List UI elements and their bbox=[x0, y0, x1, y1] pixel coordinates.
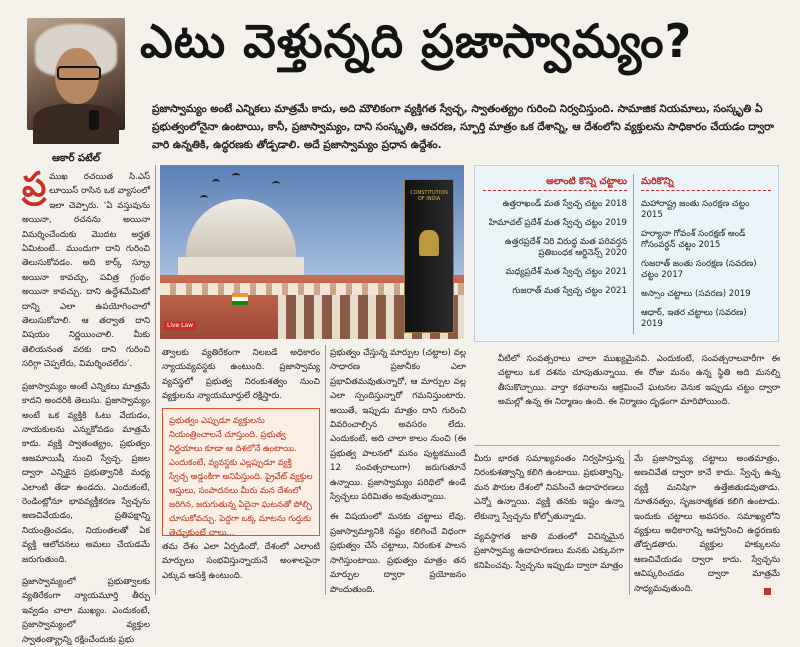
paragraph: మే ప్రజాస్వామ్య చట్టాలు అంతమాత్రం, అణచివేత ద్వారా కానే కాదు. స్వేచ్ఛ ఉన్న వ్యక్తి మనిషిగా ఉత్తేజితుడవుతాడు. నూతనత్వం, సృజనాత్మకత కలిగి ఉంటాడు. ఇందుకు చట్టాలు అవసరం. సమాఖ్యలోని వ్యక్తులు అధికారాన్ని ఆహ్వానించి ఉద్ధరణకు తోడ్పడతారు. వ్యక్తుల హక్కులను ఆణచివేయడం ద్వారా కాదు. స్వేచ్ఛను ఆవిష్కరించడం ద్వారా మాత్రమే సాధ్యమవుతుంది. bbox=[634, 454, 780, 594]
law-item: మధ్యప్రదేశ్ మత స్వేచ్ఛ చట్టం 2021 bbox=[505, 267, 627, 277]
section-divider bbox=[474, 445, 780, 446]
sidebar-summary: వీటిలో సంవత్సరాలు చాలా ముఖ్యమైనవి. ఎందుకంటే, సంవత్సరాలవారీగా ఈ చట్టాలు ఒక దశను చూపుతున్నాయి. ఈ రోజు మనం ఉన్న స్థితి అది మనల్ని తీసుకొచ్చాయి. వార్తా కథనాలను ఆక్రమించే ఘటనల వెనుక ఇప్పుడు చట్టం ద్వారా అమల్లో ఉన్న ఈ నిర్మాణం ఉంది. ఈ నిర్మాణం దృఢంగా మారిపోయింది. bbox=[498, 354, 780, 408]
book-title: CONSTITUTION OF INDIA bbox=[410, 190, 448, 202]
column-2-top bbox=[162, 346, 320, 404]
sidebar-left-header: అలాంటి కొన్ని చట్టాలు bbox=[483, 176, 627, 191]
sidebar-right-column bbox=[641, 176, 771, 338]
emblem-icon bbox=[419, 230, 439, 256]
paragraph: ఈ విషయంలో మనకు చట్టాలు లేవు. ప్రజాస్వామ్యానికి నష్టం కలిగించే విధంగా ప్రభుత్వం చేసే చట్టాలు, నిరంకుశ పాలన సాగిస్తుంటాయి. ప్రభుత్వం మాత్రం తన మార్పుల ద్వారా ప్రయోజనం పొందుతుంది. bbox=[330, 512, 466, 595]
headline: ఎటు వెళ్తున్నది ప్రజాస్వామ్యం? bbox=[140, 14, 693, 68]
law-item: గుజరాత్ జంతు సంరక్షణ (సవరణ) చట్టం 2017 bbox=[641, 259, 757, 280]
paragraph: వ్యవస్థాగత జాతి మతంలో విచిన్నమైన ప్రజాస్వామ్య ఉదాహరణలు మనకు ఎక్కువగా కనిపించవు. స్వేచ్ఛను ఇప్పుడు ద్వారా మాత్రం bbox=[474, 532, 624, 571]
law-item: మహారాష్ట్ర జంతు సంరక్షణ చట్టం 2015 bbox=[641, 199, 750, 220]
paragraph: త్వాలకు వ్యతిరేకంగా నిలబడే అధికారం న్యాయవ్యవస్థకు ఉంటుంది. ప్రజాస్వామ్య వ్యవస్థలో ప్రభుత్వ నిరంకుశత్వం నుంచి వ్యక్తులను న్యాయమూర్తులే రక్షిస్తారు. bbox=[162, 348, 320, 402]
sidebar-left-column bbox=[483, 176, 627, 305]
paragraph: ప్రజాస్వామ్యంలో ప్రభుత్వాలకు వ్యతిరేకంగా న్యాయమూర్తి తీర్పు ఇవ్వడం చాలా ముఖ్యం. ఎందుకంటే, ప్రజాస్వామ్యంలో వ్యక్తుల స్వాతంత్య్రాన్ని రక్షించేందుకు ప్రభు bbox=[22, 576, 150, 645]
dropcap: ప్ర bbox=[22, 165, 47, 205]
law-item: ఉత్తరాఖండ్ మత స్వేచ్ఛ చట్టం 2018 bbox=[502, 199, 627, 209]
column-1 bbox=[22, 165, 150, 645]
law-item: గుజరాత్ మత స్వేచ్ఛ చట్టం 2021 bbox=[512, 286, 627, 296]
laws-sidebar bbox=[474, 165, 779, 342]
lead-paragraph: ప్రజాస్వామ్యం అంటే ఎన్నికలు మాత్రమే కాదు, అది మౌలికంగా వ్యక్తిగత స్వేచ్ఛ, స్వాతంత్య్రం గురించి నిర్వచిస్తుంది. సామాజిక నియమాలు, సంస్కృతి ఏ ప్రభుత్వంలోనైనా ఉంటాయి, కానీ, ప్రజాస్వామ్యం, దాని సంస్కృతి, ఆచరణ, స్ఫూర్తి మాత్రం ఒక దేశాన్ని, ఆ దేశంలోని వ్యక్తులను సాధికారం చేయడం ద్వారా వారి ఉన్నతికి, ఉద్ధరణకు తోడ్పడాలి. అదే ప్రజాస్వామ్యం ప్రధాన ఉద్దేశం. bbox=[152, 103, 774, 151]
law-item: అస్సాం చట్టాలు (సవరణ) 2019 bbox=[641, 289, 751, 299]
sidebar-right-header: మరికొన్ని bbox=[641, 176, 771, 191]
law-item: హిమాచల్ ప్రదేశ్ మత స్వేచ్ఛ చట్టం 2019 bbox=[488, 218, 627, 228]
paragraph: ప్రజాస్వామ్యం అంటే ఎన్నికలు మాత్రమే కాదని అందరికి తెలుసు. ప్రజాస్వామ్యం అంటే ఒక వ్యక్తికి ఓటు వేయడం, నాయకులను ఎన్నుకోవడం మాత్రమే కాదు. వ్యక్తి స్వాతంత్య్రం, ప్రభుత్వం ఆజమాయిషీ నుంచి స్వేచ్ఛ. ప్రజల ద్వారా ఎన్నికైన ప్రభుత్వానికి మధ్య ఎలాంటి తేడా ఉండదు. ఎందుకంటే, రెండింట్లోనూ భావవ్యక్తీకరణ స్వేచ్ఛను అణచివేయడం, ప్రతిపక్షాన్ని నియంత్రించడం, నియంతలతో ఏక వ్యక్తి ఆలోచనలు అమలు చేయడమే జరుగుతుంది. bbox=[22, 381, 150, 565]
paragraph: ప్రభుత్వం చేస్తున్న మార్పుల (చట్టాల) వల్ల సాధారణ ప్రజానీకం ఎలా ప్రభావితమవుతున్నారో, ఆ మార్పుల వల్ల ఎలా స్పందిస్తున్నారో గమనిస్తుంటారు. అయితే, ఇప్పుడు మాత్రం దాని గురించి వివరించాల్సిన అవసరం లేదు. ఎందుకంటే, అది చాలా కాలం నుంచి (ఈ ప్రభుత్వ పాలనలో మనం పుట్టకముందే 12 సంవత్సరాలుగా) జరుగుతూనే ఉన్నాయి. ప్రజాస్వామ్యం పరిధిలో ఉండే స్వేచ్ఛలు పరిమితం అవుతున్నాయి. bbox=[330, 348, 466, 503]
author-photo bbox=[27, 18, 125, 130]
photo-credit: Live Law bbox=[164, 321, 196, 330]
column-3 bbox=[330, 346, 466, 594]
sidebar-divider bbox=[633, 174, 634, 334]
byline: ఆకార్ పటేల్ bbox=[52, 153, 100, 164]
paragraph: ముఖ రచయిత సి.ఎస్ లూయిస్ రాసిన ఒక వ్యాసంలో ఇలా చెప్పారు. ‘ఏ వస్తువును అయినా, రచనను అయినా విమర్శించేందుకు మొదట అర్హత ఏమిటంటే.. ముందుగా దాని గురించి తెలుసుకోవడం. అది కార్క్ స్క్రూ అయినా కావచ్చు, పవిత్ర గ్రంథం అయినా కావచ్చు. దాని ఉద్దేశమేమిటో దాన్ని ఎలా ఉపయోగించాలో తెలుసుకోవాలి. ఆ తర్వాత దాని విషయం నిర్ణయించాలి. మీకు తెలియనంత వరకు దాని గురించి సరిగ్గా చెప్పలేరు, విమర్శించలేరు’. bbox=[22, 172, 150, 370]
column-divider bbox=[325, 345, 326, 595]
constitution-book bbox=[404, 179, 454, 333]
column-divider bbox=[155, 165, 156, 595]
end-marker bbox=[764, 588, 771, 595]
paragraph: తమ దేశం ఎలా ఏర్పడిందో, దేశంలో ఎలాంటి మార్పులు సంభవిస్తున్నాయనే అంశాలపైనా ఎక్కువ ఆసక్తి ఉంటుంది. bbox=[162, 542, 320, 581]
supreme-court-image bbox=[160, 165, 464, 339]
paragraph: మీరు భారత సమాఖ్యవంతం నిర్వహిస్తున్న నిరంకుశత్వాన్ని కలిగి ఉంటాయి. ప్రభుత్వాన్ని, మన పౌరుల దేశంలో నివసించే ఉదాహరణలు ఎన్నో ఉన్నాయి. వ్యక్తి తనకు ఇష్టం ఉన్నా లేకున్నా స్వేచ్ఛను కోల్పోతున్నాడు. bbox=[474, 454, 624, 522]
law-item: హర్యానా గోవంశ్ సంరక్షణ్ అండ్ గోసంవర్ధన్ చట్టం 2015 bbox=[641, 229, 746, 250]
flag-icon bbox=[232, 293, 248, 305]
column-5 bbox=[634, 452, 780, 594]
column-4 bbox=[474, 452, 624, 594]
law-item: ఆధార్, ఇతర చట్టాలు (సవరణ) 2019 bbox=[641, 308, 747, 329]
law-item: ఉత్తరప్రదేశ్ నిరి విరుద్ధ మత పరివర్తన ప్రతిబంధక ఆర్డినెన్స్ 2020 bbox=[504, 237, 627, 258]
column-divider bbox=[629, 450, 630, 595]
highlight-box: ప్రభుత్వం ఎప్పుడూ వ్యక్తులను నియంత్రించాలనే చూస్తుంది. ప్రభుత్వ నిర్ణయాలు కూడా ఆ దిశలోనే ఉంటాయి. ఎందుకంటే, వ్యవస్థకు ఎల్లప్పుడూ వ్యక్తి స్వేచ్ఛ అడ్డంకిగా అనిపిస్తుంది. ప్రైవేట్ వ్యక్తుల ఆస్తులు, సంపాదనలు మీరు మన దేశంలో జరిగిన, జరుగుతున్న ఏదైనా ఘటనతో పోల్చి చూసుకోవచ్చు. పెద్దగా ఒక్క మాటను గుర్తుకు తెచ్చుకుంటే చాలు... bbox=[162, 408, 320, 536]
column-2-bottom bbox=[162, 540, 320, 596]
